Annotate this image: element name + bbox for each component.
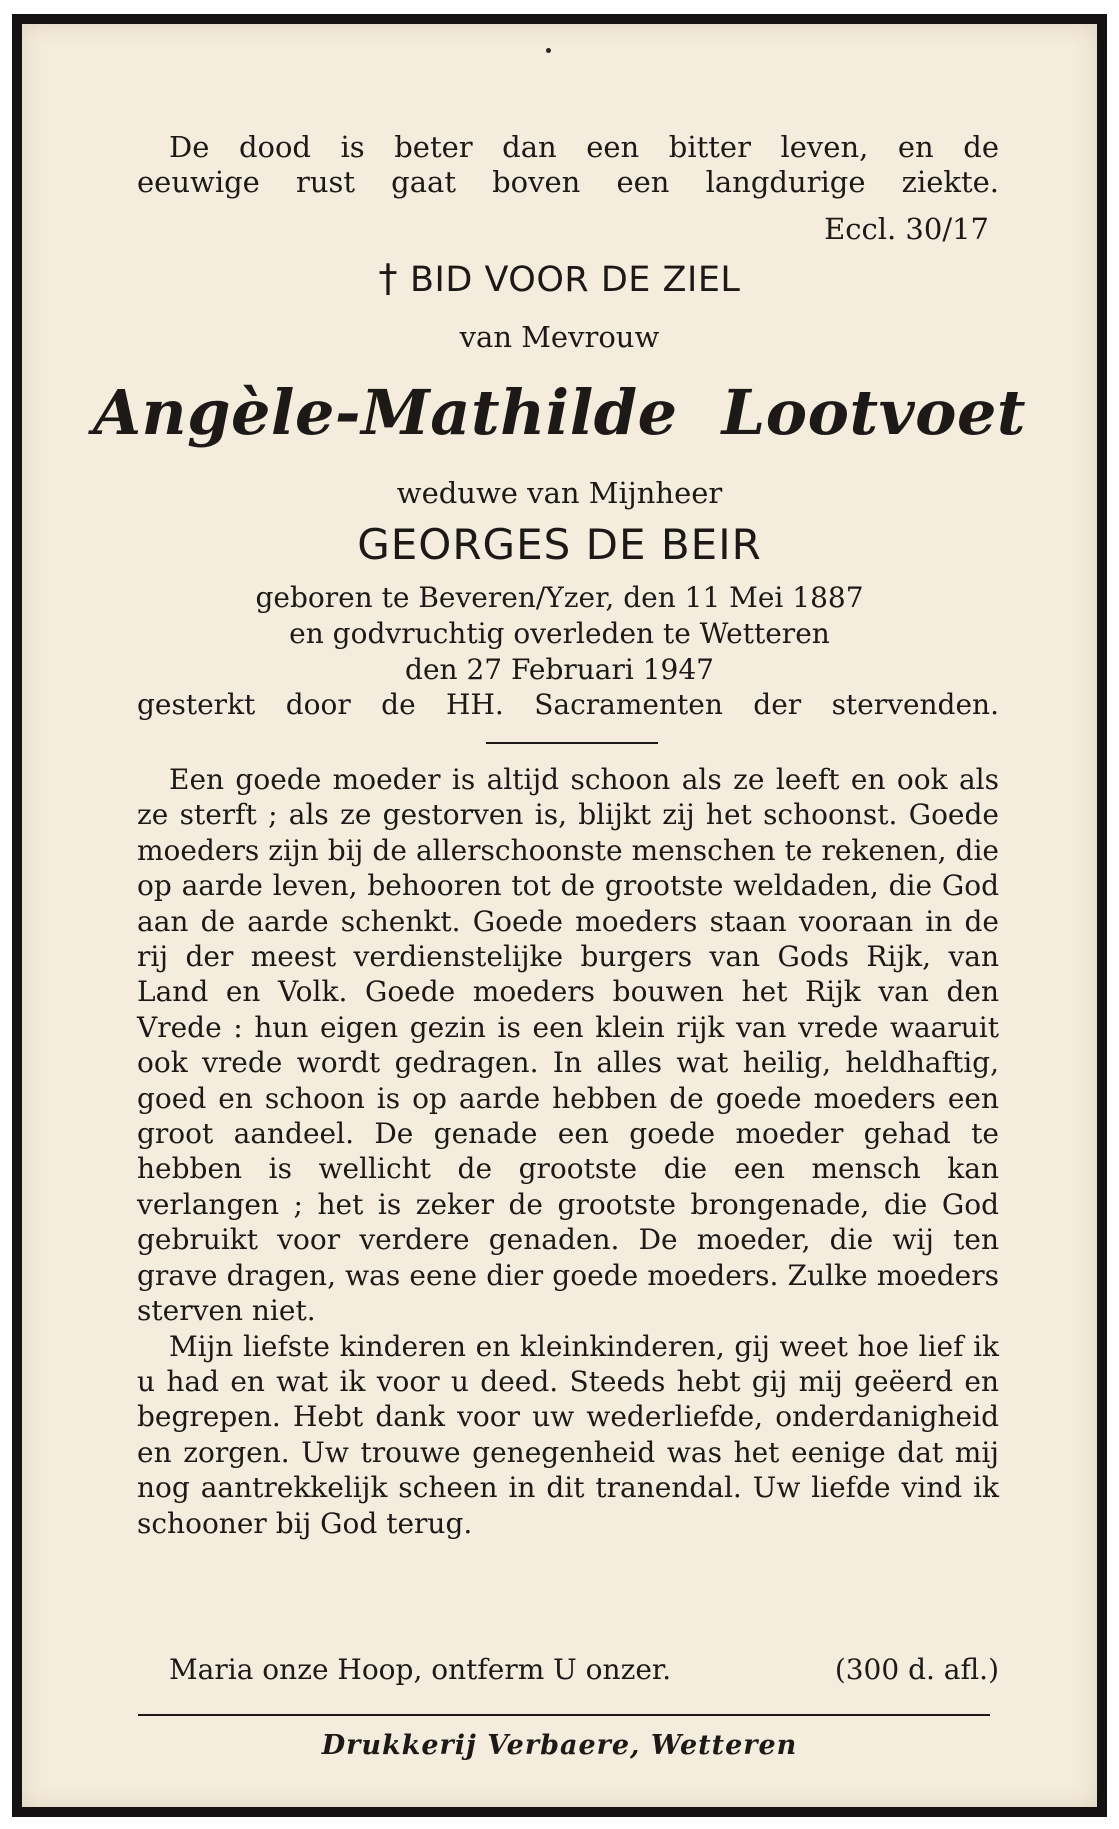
paragraph-farewell: Mijn liefste kinderen en kleinkinderen, gij weet hoe lief ik u had en wat ik voor u deed. Steeds hebt gij mij geëerd en begrepen. Hebt dank voor uw wederliefde, onderdanigheid en zorgen. Uw trouwe genegenheid was het eenige dat mij nog aantrekkelijk scheen in dit tranendal. Uw liefde vind ik schooner bij God terug. xyxy=(137,1329,999,1540)
indulgence-note: (300 d. afl.) xyxy=(834,1653,999,1686)
divider-long xyxy=(138,1714,990,1716)
ink-dot xyxy=(546,48,551,53)
widow-line: weduwe van Mijnheer xyxy=(396,476,723,510)
paragraph-good-mother: Een goede moeder is altijd schoon als ze leeft en ook als ze sterft ; als ze gestorven is, blijkt zij het schoonst. Goede moeders zijn bij de allerschoonste menschen te rekenen, die op aarde leven, behooren tot de grootste weldaden, die God aan de aarde schenkt. Goede moeders staan vooraan in de rij der meest verdienstelijke burgers van Gods Rijk, van Land en Volk. Goede moeders bouwen het Rijk van den Vrede : hun eigen gezin is een klein rijk van vrede waaruit ook vrede wordt gedragen. In alles wat heilig, heldhaftig, goed en schoon is op aarde hebben de goede moeders een groot aandeel. De genade een goede moeder gehad te hebben is wellicht de grootste die een mensch kan verlangen ; het is zeker de grootste brongenade, die God gebruikt voor verdere genaden. De moeder, die wij ten grave dragen, was eene dier goede moeders. Zulke moeders sterven niet. xyxy=(137,763,999,1328)
epigraph-reference: Eccl. 30/17 xyxy=(824,212,989,246)
deceased-name: Angèle-Mathilde Lootvoet xyxy=(92,376,1027,449)
heading-text: BID VOOR DE ZIEL xyxy=(410,260,741,300)
death-line: en godvruchtig overleden te Wetteren xyxy=(289,617,830,650)
epigraph-line-2: eeuwige rust gaat boven een langdurige ziekte. xyxy=(137,165,999,199)
van-mevrouw-line: van Mevrouw xyxy=(459,320,660,354)
birth-line: geboren te Beveren/Yzer, den 11 Mei 1887 xyxy=(255,581,864,614)
closing-line xyxy=(169,1653,999,1686)
prayer-heading xyxy=(22,256,1097,300)
divider-short xyxy=(486,742,658,744)
printer-credit: Drukkerij Verbaere, Wetteren xyxy=(321,1730,798,1761)
sacrament-line: gesterkt door de HH. Sacramenten der stervenden. xyxy=(137,688,999,721)
memorial-card xyxy=(12,14,1107,1817)
husband-name: GEORGES DE BEIR xyxy=(357,520,762,569)
death-date-line: den 27 Februari 1947 xyxy=(405,653,714,686)
epigraph xyxy=(137,130,999,200)
cross-icon: † xyxy=(378,256,399,300)
memorial-text xyxy=(137,762,999,1541)
birth-death-dates xyxy=(22,580,1097,688)
closing-prayer: Maria onze Hoop, ontferm U onzer. xyxy=(169,1653,672,1686)
epigraph-line-1: De dood is beter dan een bitter leven, en de xyxy=(169,130,999,164)
